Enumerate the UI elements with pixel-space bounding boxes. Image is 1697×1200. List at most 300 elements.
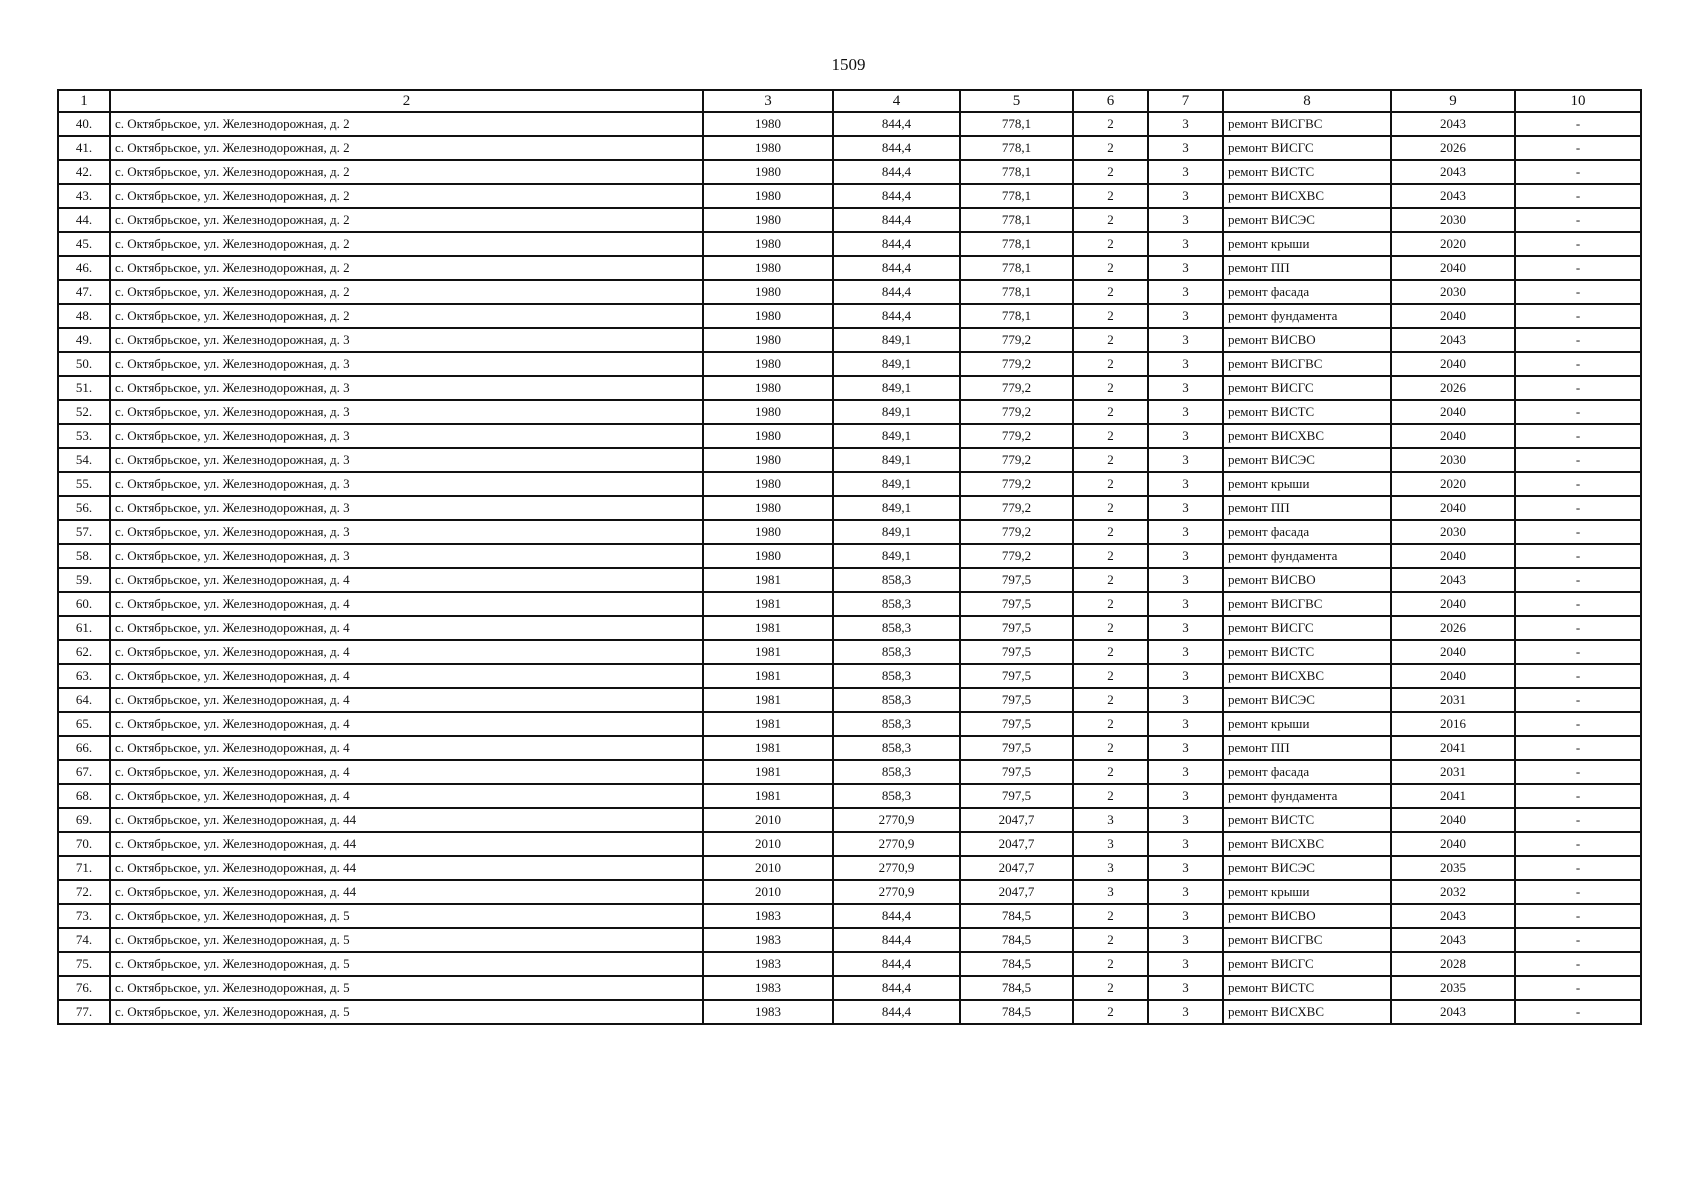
cell-planned-year: 2043 bbox=[1391, 568, 1515, 592]
cell-entrances: 3 bbox=[1148, 472, 1223, 496]
cell-address: с. Октябрьское, ул. Железнодорожная, д. 4 bbox=[110, 592, 703, 616]
cell-note: - bbox=[1515, 208, 1641, 232]
cell-living-area: 784,5 bbox=[960, 952, 1073, 976]
cell-planned-year: 2040 bbox=[1391, 832, 1515, 856]
cell-note: - bbox=[1515, 1000, 1641, 1024]
cell-floors: 2 bbox=[1073, 400, 1148, 424]
cell-living-area: 778,1 bbox=[960, 256, 1073, 280]
cell-address: с. Октябрьское, ул. Железнодорожная, д. 2 bbox=[110, 160, 703, 184]
column-header: 3 bbox=[703, 90, 833, 112]
cell-total-area: 858,3 bbox=[833, 688, 960, 712]
cell-living-area: 779,2 bbox=[960, 496, 1073, 520]
table-row bbox=[58, 328, 1641, 352]
cell-planned-year: 2031 bbox=[1391, 688, 1515, 712]
cell-living-area: 779,2 bbox=[960, 376, 1073, 400]
cell-planned-year: 2020 bbox=[1391, 232, 1515, 256]
cell-note: - bbox=[1515, 832, 1641, 856]
cell-living-area: 778,1 bbox=[960, 280, 1073, 304]
cell-repair-type: ремонт ПП bbox=[1223, 496, 1391, 520]
cell-living-area: 779,2 bbox=[960, 352, 1073, 376]
cell-note: - bbox=[1515, 424, 1641, 448]
table-row bbox=[58, 376, 1641, 400]
cell-build-year: 1983 bbox=[703, 928, 833, 952]
cell-total-area: 849,1 bbox=[833, 520, 960, 544]
cell-address: с. Октябрьское, ул. Железнодорожная, д. 3 bbox=[110, 328, 703, 352]
cell-planned-year: 2016 bbox=[1391, 712, 1515, 736]
cell-planned-year: 2032 bbox=[1391, 880, 1515, 904]
cell-repair-type: ремонт ВИСТС bbox=[1223, 808, 1391, 832]
cell-living-area: 784,5 bbox=[960, 904, 1073, 928]
cell-entrances: 3 bbox=[1148, 568, 1223, 592]
cell-repair-type: ремонт ВИСЭС bbox=[1223, 856, 1391, 880]
cell-floors: 2 bbox=[1073, 952, 1148, 976]
cell-entrances: 3 bbox=[1148, 952, 1223, 976]
cell-entrances: 3 bbox=[1148, 712, 1223, 736]
cell-note: - bbox=[1515, 376, 1641, 400]
cell-planned-year: 2043 bbox=[1391, 184, 1515, 208]
cell-floors: 3 bbox=[1073, 880, 1148, 904]
cell-note: - bbox=[1515, 856, 1641, 880]
cell-floors: 2 bbox=[1073, 544, 1148, 568]
cell-floors: 2 bbox=[1073, 712, 1148, 736]
cell-note: - bbox=[1515, 688, 1641, 712]
cell-entrances: 3 bbox=[1148, 784, 1223, 808]
table-row bbox=[58, 952, 1641, 976]
cell-address: с. Октябрьское, ул. Железнодорожная, д. 3 bbox=[110, 472, 703, 496]
cell-repair-type: ремонт ВИСТС bbox=[1223, 160, 1391, 184]
cell-planned-year: 2030 bbox=[1391, 520, 1515, 544]
cell-floors: 2 bbox=[1073, 352, 1148, 376]
cell-address: с. Октябрьское, ул. Железнодорожная, д. 3 bbox=[110, 448, 703, 472]
cell-total-area: 849,1 bbox=[833, 352, 960, 376]
cell-row-number: 44. bbox=[58, 208, 110, 232]
cell-row-number: 52. bbox=[58, 400, 110, 424]
cell-repair-type: ремонт фундамента bbox=[1223, 304, 1391, 328]
cell-address: с. Октябрьское, ул. Железнодорожная, д. 2 bbox=[110, 256, 703, 280]
cell-living-area: 797,5 bbox=[960, 568, 1073, 592]
cell-build-year: 1980 bbox=[703, 136, 833, 160]
cell-total-area: 844,4 bbox=[833, 928, 960, 952]
cell-entrances: 3 bbox=[1148, 424, 1223, 448]
cell-address: с. Октябрьское, ул. Железнодорожная, д. 4 bbox=[110, 760, 703, 784]
cell-floors: 2 bbox=[1073, 688, 1148, 712]
cell-note: - bbox=[1515, 904, 1641, 928]
cell-total-area: 844,4 bbox=[833, 304, 960, 328]
cell-note: - bbox=[1515, 160, 1641, 184]
table-row bbox=[58, 256, 1641, 280]
cell-entrances: 3 bbox=[1148, 808, 1223, 832]
table-row bbox=[58, 832, 1641, 856]
cell-note: - bbox=[1515, 664, 1641, 688]
cell-planned-year: 2028 bbox=[1391, 952, 1515, 976]
cell-build-year: 1983 bbox=[703, 904, 833, 928]
cell-row-number: 49. bbox=[58, 328, 110, 352]
cell-planned-year: 2043 bbox=[1391, 112, 1515, 136]
table-row bbox=[58, 760, 1641, 784]
cell-row-number: 67. bbox=[58, 760, 110, 784]
cell-floors: 3 bbox=[1073, 808, 1148, 832]
cell-build-year: 1981 bbox=[703, 688, 833, 712]
cell-entrances: 3 bbox=[1148, 520, 1223, 544]
cell-note: - bbox=[1515, 472, 1641, 496]
cell-address: с. Октябрьское, ул. Железнодорожная, д. 3 bbox=[110, 400, 703, 424]
cell-row-number: 77. bbox=[58, 1000, 110, 1024]
cell-address: с. Октябрьское, ул. Железнодорожная, д. 4 bbox=[110, 712, 703, 736]
repair-schedule-table bbox=[57, 89, 1642, 1025]
cell-total-area: 844,4 bbox=[833, 184, 960, 208]
cell-planned-year: 2043 bbox=[1391, 328, 1515, 352]
cell-address: с. Октябрьское, ул. Железнодорожная, д. 44 bbox=[110, 880, 703, 904]
cell-repair-type: ремонт ВИСТС bbox=[1223, 640, 1391, 664]
cell-repair-type: ремонт ВИСГВС bbox=[1223, 592, 1391, 616]
cell-planned-year: 2026 bbox=[1391, 616, 1515, 640]
table-row bbox=[58, 280, 1641, 304]
cell-repair-type: ремонт крыши bbox=[1223, 880, 1391, 904]
cell-entrances: 3 bbox=[1148, 280, 1223, 304]
cell-build-year: 1980 bbox=[703, 280, 833, 304]
table-row bbox=[58, 592, 1641, 616]
cell-row-number: 66. bbox=[58, 736, 110, 760]
table-row bbox=[58, 496, 1641, 520]
cell-total-area: 2770,9 bbox=[833, 832, 960, 856]
cell-floors: 2 bbox=[1073, 520, 1148, 544]
cell-planned-year: 2030 bbox=[1391, 280, 1515, 304]
cell-living-area: 779,2 bbox=[960, 544, 1073, 568]
cell-row-number: 50. bbox=[58, 352, 110, 376]
cell-repair-type: ремонт ВИСЭС bbox=[1223, 208, 1391, 232]
column-header: 10 bbox=[1515, 90, 1641, 112]
cell-floors: 2 bbox=[1073, 376, 1148, 400]
cell-total-area: 858,3 bbox=[833, 664, 960, 688]
cell-address: с. Октябрьское, ул. Железнодорожная, д. 5 bbox=[110, 952, 703, 976]
cell-note: - bbox=[1515, 880, 1641, 904]
cell-repair-type: ремонт ВИСЭС bbox=[1223, 688, 1391, 712]
cell-note: - bbox=[1515, 736, 1641, 760]
cell-floors: 2 bbox=[1073, 208, 1148, 232]
cell-planned-year: 2035 bbox=[1391, 976, 1515, 1000]
cell-build-year: 1981 bbox=[703, 712, 833, 736]
cell-row-number: 56. bbox=[58, 496, 110, 520]
cell-note: - bbox=[1515, 256, 1641, 280]
cell-floors: 2 bbox=[1073, 592, 1148, 616]
cell-note: - bbox=[1515, 928, 1641, 952]
cell-address: с. Октябрьское, ул. Железнодорожная, д. 3 bbox=[110, 544, 703, 568]
cell-build-year: 1980 bbox=[703, 208, 833, 232]
cell-entrances: 3 bbox=[1148, 232, 1223, 256]
cell-address: с. Октябрьское, ул. Железнодорожная, д. 3 bbox=[110, 424, 703, 448]
cell-total-area: 858,3 bbox=[833, 760, 960, 784]
cell-living-area: 779,2 bbox=[960, 520, 1073, 544]
cell-total-area: 844,4 bbox=[833, 256, 960, 280]
cell-address: с. Октябрьское, ул. Железнодорожная, д. 2 bbox=[110, 136, 703, 160]
cell-planned-year: 2043 bbox=[1391, 904, 1515, 928]
cell-build-year: 1981 bbox=[703, 592, 833, 616]
cell-planned-year: 2040 bbox=[1391, 544, 1515, 568]
header-row bbox=[58, 90, 1641, 112]
cell-total-area: 849,1 bbox=[833, 448, 960, 472]
cell-note: - bbox=[1515, 616, 1641, 640]
cell-living-area: 778,1 bbox=[960, 304, 1073, 328]
cell-total-area: 849,1 bbox=[833, 328, 960, 352]
cell-planned-year: 2040 bbox=[1391, 304, 1515, 328]
cell-living-area: 778,1 bbox=[960, 136, 1073, 160]
column-header: 8 bbox=[1223, 90, 1391, 112]
cell-row-number: 64. bbox=[58, 688, 110, 712]
cell-living-area: 778,1 bbox=[960, 160, 1073, 184]
table-row bbox=[58, 1000, 1641, 1024]
table-row bbox=[58, 208, 1641, 232]
cell-entrances: 3 bbox=[1148, 736, 1223, 760]
cell-living-area: 779,2 bbox=[960, 472, 1073, 496]
cell-note: - bbox=[1515, 328, 1641, 352]
cell-entrances: 3 bbox=[1148, 832, 1223, 856]
cell-floors: 2 bbox=[1073, 784, 1148, 808]
cell-living-area: 778,1 bbox=[960, 184, 1073, 208]
cell-address: с. Октябрьское, ул. Железнодорожная, д. 2 bbox=[110, 280, 703, 304]
table-row bbox=[58, 808, 1641, 832]
cell-living-area: 797,5 bbox=[960, 784, 1073, 808]
cell-repair-type: ремонт ВИСХВС bbox=[1223, 832, 1391, 856]
cell-entrances: 3 bbox=[1148, 184, 1223, 208]
cell-floors: 2 bbox=[1073, 976, 1148, 1000]
cell-planned-year: 2020 bbox=[1391, 472, 1515, 496]
table-row bbox=[58, 976, 1641, 1000]
column-header: 4 bbox=[833, 90, 960, 112]
table-row bbox=[58, 304, 1641, 328]
cell-planned-year: 2040 bbox=[1391, 808, 1515, 832]
cell-entrances: 3 bbox=[1148, 616, 1223, 640]
cell-row-number: 62. bbox=[58, 640, 110, 664]
cell-address: с. Октябрьское, ул. Железнодорожная, д. 3 bbox=[110, 496, 703, 520]
cell-row-number: 71. bbox=[58, 856, 110, 880]
cell-address: с. Октябрьское, ул. Железнодорожная, д. 5 bbox=[110, 1000, 703, 1024]
cell-address: с. Октябрьское, ул. Железнодорожная, д. 4 bbox=[110, 736, 703, 760]
table-row bbox=[58, 424, 1641, 448]
cell-build-year: 1983 bbox=[703, 976, 833, 1000]
cell-living-area: 778,1 bbox=[960, 112, 1073, 136]
cell-note: - bbox=[1515, 640, 1641, 664]
cell-row-number: 70. bbox=[58, 832, 110, 856]
cell-repair-type: ремонт крыши bbox=[1223, 712, 1391, 736]
cell-floors: 2 bbox=[1073, 736, 1148, 760]
cell-floors: 2 bbox=[1073, 328, 1148, 352]
cell-repair-type: ремонт ВИСГС bbox=[1223, 136, 1391, 160]
cell-living-area: 2047,7 bbox=[960, 880, 1073, 904]
cell-note: - bbox=[1515, 280, 1641, 304]
cell-note: - bbox=[1515, 448, 1641, 472]
table-body bbox=[58, 112, 1641, 1024]
cell-entrances: 3 bbox=[1148, 760, 1223, 784]
cell-planned-year: 2040 bbox=[1391, 592, 1515, 616]
column-header: 1 bbox=[58, 90, 110, 112]
cell-note: - bbox=[1515, 784, 1641, 808]
cell-repair-type: ремонт ВИСГС bbox=[1223, 376, 1391, 400]
cell-floors: 2 bbox=[1073, 232, 1148, 256]
cell-repair-type: ремонт фасада bbox=[1223, 280, 1391, 304]
cell-address: с. Октябрьское, ул. Железнодорожная, д. 44 bbox=[110, 832, 703, 856]
cell-row-number: 68. bbox=[58, 784, 110, 808]
cell-living-area: 2047,7 bbox=[960, 832, 1073, 856]
cell-total-area: 844,4 bbox=[833, 160, 960, 184]
cell-row-number: 51. bbox=[58, 376, 110, 400]
cell-floors: 2 bbox=[1073, 112, 1148, 136]
cell-address: с. Октябрьское, ул. Железнодорожная, д. 2 bbox=[110, 232, 703, 256]
cell-row-number: 75. bbox=[58, 952, 110, 976]
cell-total-area: 858,3 bbox=[833, 712, 960, 736]
cell-living-area: 784,5 bbox=[960, 928, 1073, 952]
table-row bbox=[58, 544, 1641, 568]
cell-planned-year: 2040 bbox=[1391, 352, 1515, 376]
cell-living-area: 779,2 bbox=[960, 400, 1073, 424]
cell-note: - bbox=[1515, 592, 1641, 616]
cell-total-area: 844,4 bbox=[833, 952, 960, 976]
table-row bbox=[58, 712, 1641, 736]
cell-build-year: 1980 bbox=[703, 256, 833, 280]
cell-total-area: 844,4 bbox=[833, 208, 960, 232]
cell-address: с. Октябрьское, ул. Железнодорожная, д. 5 bbox=[110, 976, 703, 1000]
cell-row-number: 55. bbox=[58, 472, 110, 496]
cell-note: - bbox=[1515, 304, 1641, 328]
cell-repair-type: ремонт ПП bbox=[1223, 736, 1391, 760]
cell-floors: 2 bbox=[1073, 472, 1148, 496]
cell-planned-year: 2040 bbox=[1391, 640, 1515, 664]
cell-row-number: 63. bbox=[58, 664, 110, 688]
cell-floors: 2 bbox=[1073, 568, 1148, 592]
table-row bbox=[58, 784, 1641, 808]
cell-address: с. Октябрьское, ул. Железнодорожная, д. 4 bbox=[110, 688, 703, 712]
cell-planned-year: 2043 bbox=[1391, 1000, 1515, 1024]
cell-entrances: 3 bbox=[1148, 592, 1223, 616]
cell-living-area: 2047,7 bbox=[960, 808, 1073, 832]
cell-row-number: 40. bbox=[58, 112, 110, 136]
cell-entrances: 3 bbox=[1148, 976, 1223, 1000]
cell-note: - bbox=[1515, 568, 1641, 592]
cell-build-year: 1983 bbox=[703, 1000, 833, 1024]
cell-entrances: 3 bbox=[1148, 928, 1223, 952]
cell-repair-type: ремонт фасада bbox=[1223, 520, 1391, 544]
cell-repair-type: ремонт ВИСВО bbox=[1223, 904, 1391, 928]
cell-build-year: 1980 bbox=[703, 376, 833, 400]
table-row bbox=[58, 184, 1641, 208]
cell-living-area: 797,5 bbox=[960, 688, 1073, 712]
cell-total-area: 849,1 bbox=[833, 544, 960, 568]
cell-build-year: 2010 bbox=[703, 808, 833, 832]
table-row bbox=[58, 160, 1641, 184]
cell-address: с. Октябрьское, ул. Железнодорожная, д. 2 bbox=[110, 184, 703, 208]
cell-repair-type: ремонт ВИСВО bbox=[1223, 328, 1391, 352]
table-row bbox=[58, 472, 1641, 496]
cell-address: с. Октябрьское, ул. Железнодорожная, д. 5 bbox=[110, 904, 703, 928]
cell-total-area: 858,3 bbox=[833, 784, 960, 808]
cell-address: с. Октябрьское, ул. Железнодорожная, д. 3 bbox=[110, 352, 703, 376]
cell-build-year: 1981 bbox=[703, 568, 833, 592]
cell-repair-type: ремонт ВИСХВС bbox=[1223, 1000, 1391, 1024]
cell-total-area: 858,3 bbox=[833, 592, 960, 616]
table-row bbox=[58, 568, 1641, 592]
cell-row-number: 59. bbox=[58, 568, 110, 592]
cell-total-area: 858,3 bbox=[833, 640, 960, 664]
cell-row-number: 43. bbox=[58, 184, 110, 208]
cell-build-year: 1980 bbox=[703, 160, 833, 184]
cell-floors: 2 bbox=[1073, 160, 1148, 184]
table-row bbox=[58, 904, 1641, 928]
cell-build-year: 1980 bbox=[703, 520, 833, 544]
table-row bbox=[58, 352, 1641, 376]
cell-note: - bbox=[1515, 976, 1641, 1000]
cell-entrances: 3 bbox=[1148, 400, 1223, 424]
cell-entrances: 3 bbox=[1148, 208, 1223, 232]
cell-entrances: 3 bbox=[1148, 304, 1223, 328]
table-row bbox=[58, 664, 1641, 688]
cell-build-year: 1983 bbox=[703, 952, 833, 976]
cell-living-area: 797,5 bbox=[960, 640, 1073, 664]
cell-address: с. Октябрьское, ул. Железнодорожная, д. 3 bbox=[110, 376, 703, 400]
cell-total-area: 844,4 bbox=[833, 136, 960, 160]
cell-floors: 2 bbox=[1073, 256, 1148, 280]
cell-entrances: 3 bbox=[1148, 688, 1223, 712]
table-row bbox=[58, 400, 1641, 424]
cell-total-area: 844,4 bbox=[833, 904, 960, 928]
cell-address: с. Октябрьское, ул. Железнодорожная, д. 4 bbox=[110, 616, 703, 640]
cell-planned-year: 2040 bbox=[1391, 496, 1515, 520]
cell-repair-type: ремонт ВИСГВС bbox=[1223, 352, 1391, 376]
cell-living-area: 797,5 bbox=[960, 736, 1073, 760]
cell-row-number: 60. bbox=[58, 592, 110, 616]
cell-planned-year: 2043 bbox=[1391, 928, 1515, 952]
cell-total-area: 2770,9 bbox=[833, 880, 960, 904]
cell-living-area: 797,5 bbox=[960, 664, 1073, 688]
cell-total-area: 858,3 bbox=[833, 616, 960, 640]
cell-build-year: 1981 bbox=[703, 760, 833, 784]
cell-row-number: 76. bbox=[58, 976, 110, 1000]
cell-planned-year: 2041 bbox=[1391, 736, 1515, 760]
cell-row-number: 73. bbox=[58, 904, 110, 928]
cell-entrances: 3 bbox=[1148, 664, 1223, 688]
cell-repair-type: ремонт ВИСХВС bbox=[1223, 184, 1391, 208]
cell-entrances: 3 bbox=[1148, 904, 1223, 928]
table-row bbox=[58, 880, 1641, 904]
cell-repair-type: ремонт фундамента bbox=[1223, 784, 1391, 808]
cell-note: - bbox=[1515, 232, 1641, 256]
cell-floors: 2 bbox=[1073, 616, 1148, 640]
cell-repair-type: ремонт ВИСЭС bbox=[1223, 448, 1391, 472]
cell-entrances: 3 bbox=[1148, 496, 1223, 520]
cell-total-area: 844,4 bbox=[833, 1000, 960, 1024]
cell-floors: 2 bbox=[1073, 496, 1148, 520]
cell-build-year: 2010 bbox=[703, 856, 833, 880]
cell-note: - bbox=[1515, 112, 1641, 136]
cell-floors: 2 bbox=[1073, 760, 1148, 784]
column-header: 2 bbox=[110, 90, 703, 112]
cell-entrances: 3 bbox=[1148, 544, 1223, 568]
cell-total-area: 844,4 bbox=[833, 232, 960, 256]
cell-total-area: 849,1 bbox=[833, 496, 960, 520]
cell-repair-type: ремонт ВИСГС bbox=[1223, 952, 1391, 976]
table-row bbox=[58, 736, 1641, 760]
cell-note: - bbox=[1515, 544, 1641, 568]
cell-address: с. Октябрьское, ул. Железнодорожная, д. 4 bbox=[110, 568, 703, 592]
cell-repair-type: ремонт ВИСГВС bbox=[1223, 112, 1391, 136]
cell-note: - bbox=[1515, 712, 1641, 736]
cell-floors: 2 bbox=[1073, 280, 1148, 304]
cell-total-area: 844,4 bbox=[833, 112, 960, 136]
cell-total-area: 858,3 bbox=[833, 736, 960, 760]
cell-planned-year: 2043 bbox=[1391, 160, 1515, 184]
cell-repair-type: ремонт ВИСХВС bbox=[1223, 424, 1391, 448]
cell-address: с. Октябрьское, ул. Железнодорожная, д. 2 bbox=[110, 304, 703, 328]
cell-total-area: 2770,9 bbox=[833, 856, 960, 880]
cell-entrances: 3 bbox=[1148, 376, 1223, 400]
